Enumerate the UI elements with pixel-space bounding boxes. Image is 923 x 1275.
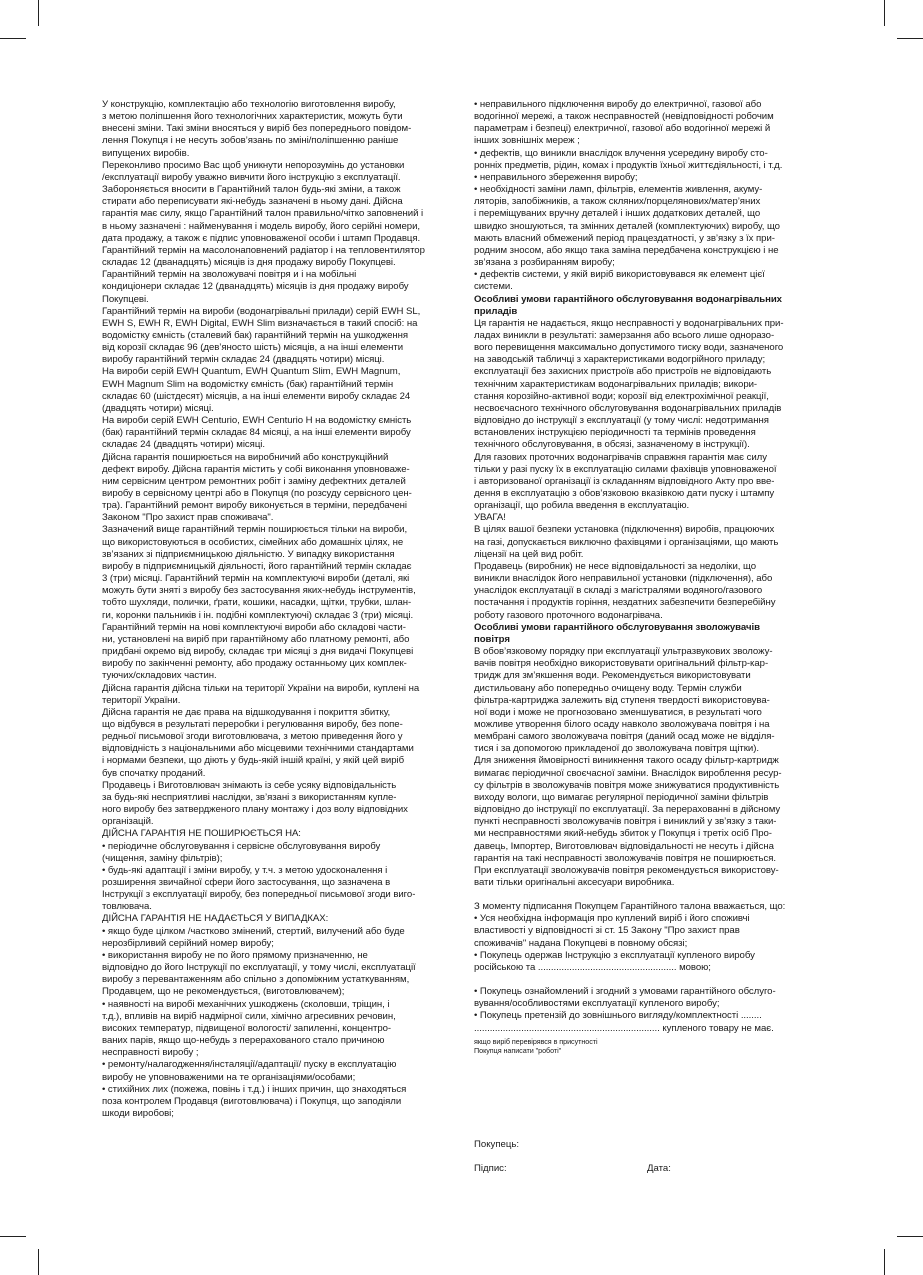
paragraph: • періодичне обслуговування і сервісне обслуговування виробу (чищення, заміну фільтрів); <box>102 840 381 864</box>
crop-mark <box>884 0 885 26</box>
paragraph: На вироби серій EWH Quantum, EWH Quantum Slim, EWH Magnum, EWH Magnum Slim на водомістку ємність (бак) гарантійний термін складає 60 (шістдесят) місяців, а на інші елементи виробу складає 24 (двадцять чотири) місяці. <box>102 366 411 414</box>
paragraph: • стихійних лих (пожежа, повінь і т.д.) і інших причин, що знаходяться поза контролем Продавця (виготовлювача) і Покупця, що заподіяли шкоди виробові; <box>102 1083 407 1119</box>
paragraph: Гарантійний термін на нові комплектуючі вироби або складові части- ни, установлені на виріб при гарантійному або платному ремонті, або придбані окремо від виробу, складає три місяці з дня видачі Покупцеві виробу по закінченні ремонту, або продажу останньому цих комплек- туючих/складових частин. <box>102 621 414 682</box>
paragraph: • неправильного збереження виробу; <box>474 171 638 183</box>
paragraph: • Покупець ознайомлений і згодний з умовами гарантійного обслуго- вування/особливостями експлуатації купленого виробу; <box>474 986 776 1010</box>
buyer-label: Покупець: <box>474 1139 520 1150</box>
paragraph: Для газових проточних водонагрівачів справжня гарантія має силу тільки у разі пуску їх в експлуатацію силами фахівців уповноваженої і авторизованої організації із складанням відповідного Акту про вве- дення в експлуатацію з обов’язковою вказівкою дати пуску і штампу організації, що робила введення в експлуатацію. <box>474 451 777 512</box>
paragraph: • неправильного підключення виробу до електричної, газової або водогінної мережі, а також несправностей (невідповідності робочим параметрам і безпеці) електричної, газової або водогінної мережі й інших зовнішніх мереж ; <box>474 99 774 147</box>
paragraph: • будь-які адаптації і зміни виробу, у т.ч. з метою удосконалення і розширення звичайної сфери його застосування, що зазначена в Інструкції з експлуатації виробу, без попередньої письмової згоди виго- товлювача. <box>102 864 416 913</box>
paragraph: Ця гарантія не надається, якщо несправності у водонагрівальних при- ладах виникли в результаті: замерзання або всього лише одноразо- вого перевищення максимально допустимого тиску води, зазначеного на заводській табличці з характеристиками водогрійного приладу; експлуатації без захисних пристроїв або пристроїв не відповідають технічним характеристикам водонагрівальних приладів; викори- стання корозійно-активної води; корозії від електрохімічної реакції, несвоєчасного технічного обслуговування водонагрівальних приладів відповідно до інструкції з експлуатації (у тому числі: недотримання встановлених інструкцією періодичності та термінів проведення технічного обслуговування, в обсязі, зазначеному в інструкції). <box>474 317 784 451</box>
paragraph: • Покупець одержав Інструкцію з експлуатації купленого виробу російською та ..................................................... мовою; <box>474 949 755 973</box>
footnote: якщо виріб перевірявся в присутності Покупця написати "роботі" <box>474 1036 598 1055</box>
paragraph: • якщо буде цілком /частково змінений, стертий, вилучений або буде нерозбірливий серійний номер виробу; <box>102 925 405 949</box>
paragraph: При експлуатації зволожувачів повітря рекомендується використову- вати тільки оригінальні аксесуари виробника. <box>474 864 779 888</box>
paragraph: Гарантійний термін на вироби (водонагрівальні прилади) серій EWH SL, EWH S, EWH R, EWH Digital, EWH Slim визначається в такий спосіб: на водомістку ємність (сталевий бак) гарантійний термін на ушкодження від корозії складає 96 (дев’яносто шість) місяців, а на інші елементи виробу гарантійний термін складає 24 (двадцять чотири) місяці. <box>102 305 421 366</box>
paragraph: Продавець (виробник) не несе відповідальності за недоліки, що виникли внаслідок його неправильної установки (підключення), або унаслідок експлуатації в складі з магістралями водяного/газового постачання і продуктів горіння, нездатних забезпечити безперебійну роботу газового проточного водонагрівача. <box>474 560 776 621</box>
crop-mark <box>897 38 923 39</box>
paragraph: • дефектів системи, у якій виріб використовувався як елемент цієї системи. <box>474 269 765 293</box>
paragraph: Дійсна гарантія дійсна тільки на території України на вироби, куплені на території України. <box>102 682 420 706</box>
date-label: Дата: <box>647 1163 671 1174</box>
paragraph: • дефектів, що виникли внаслідок влучення усередину виробу сто- ронніх предметів, рідин, комах і продуктів їхньої життєдіяльності, і т.д. <box>474 147 783 171</box>
section-heading: Особливі умови гарантійного обслуговування зволожувачів повітря <box>474 621 760 645</box>
paragraph: Дійсна гарантія не дає права на відшкодування і покриття збитку, що відбувся в результаті переробки і регулювання виробу, без попе- редньої письмової згоди виготовлювача, з метою приведення його у відповідність з національними або місцевими технічними стандартами і нормами безпеки, що діють у будь-якій іншій країні, у якій цей виріб був спочатку проданий. <box>102 706 414 779</box>
paragraph: Переконливо просимо Вас щоб уникнути непорозумінь до установки /експлуатації виробу уважно вивчити його інструкцію з експлуатації. Забороняється вносити в Гарантійний талон будь-які зміни, а також стирати або переписувати які-небудь зазначені в ньому дані. Дійсна гарантія має силу, якщо Гарантійний талон правильно/чітко заповнений і в ньому зазначені : найменування і модель виробу, його серійні номери, дата продажу, а також є підпис уповноваженої особи і штамп Продавця. <box>102 159 424 244</box>
paragraph: ДІЙСНА ГАРАНТІЯ НЕ НАДАЄТЬСЯ У ВИПАДКАХ: <box>102 913 329 925</box>
paragraph: ДІЙСНА ГАРАНТІЯ НЕ ПОШИРЮЄТЬСЯ НА: <box>102 828 301 840</box>
paragraph: На вироби серій EWH Centurio, EWH Centurio H на водомістку ємність (бак) гарантійний термін складає 84 місяці, а на інші елементи виробу складає 24 (двадцять чотири) місяці. <box>102 415 412 451</box>
section-heading: Особливі умови гарантійного обслуговування водонагрівальних приладів <box>474 293 782 317</box>
crop-mark <box>38 1249 39 1275</box>
paragraph: УВАГА! <box>474 512 506 524</box>
paragraph: Дійсна гарантія поширюється на виробничий або конструкційний дефект виробу. Дійсна гарантія містить у собі виконання уповноваже- ним сервісним центром ремонтних робіт і заміну дефектних деталей виробу в сервісному центрі або в Покупця (по розсуду сервісного цен- тра). Гарантійний ремонт виробу виконується в терміни, передбачені Законом "Про захист прав споживача". <box>102 451 412 524</box>
paragraph: У конструкцію, комплектацію або технологію виготовлення виробу, з метою поліпшення його технологічних характеристик, можуть бути внесені зміни. Такі зміни вносяться у виріб без попереднього повідом- лення Покупця і не несуть зобов’язань по зміні/поліпшенню раніше випущених виробів. <box>102 99 412 159</box>
paragraph: В цілях вашої безпеки установка (підключення) виробів, працюючих на газі, допускається виключно фахівцями і організаціями, що мають ліцензії на цей вид робіт. <box>474 524 779 560</box>
paragraph: • Уся необхідна інформація про куплений виріб і його споживчі властивості у відповідності зі ст. 15 Закону "Про захист прав споживачів" надана Покупцеві в повному обсязі; <box>474 913 750 949</box>
paragraph: В обов’язковому порядку при експлуатації ультразвукових зволожу- вачів повітря необхідно використовувати оригінальний фільтр-кар- тридж для зм’якшення води. Рекомендується використовувати дистильовану або попередньо очищену воду. Термін служби фільтра-картриджа залежить від ступеня твердості використовува- ної води і може не прогнозовано зменшуватися, в результаті чого можливе утворення білого осаду навколо зволожувача повітря і на мембрані самого зволожувача повітря (даний осад може не відділя- тися і за допомогою прикладеної до зволожувача повітря щітки). <box>474 646 775 755</box>
spacer <box>474 974 826 986</box>
crop-mark <box>897 1236 923 1237</box>
paragraph: • використання виробу не по його прямому призначенню, не відповідно до його Інструкції по експлуатації, у тому числі, експлуатації виробу з перевантаженням або спільно з допоміжним устаткуванням, Продавцем, що не рекомендується, (виготовлювачем); <box>102 949 416 998</box>
signature-label: Підпис: <box>474 1163 507 1174</box>
crop-mark <box>0 38 26 39</box>
spacer <box>474 889 826 901</box>
paragraph: • ремонту/налагодження/інсталяції/адаптації/ пуску в експлуатацію виробу не уповноваженими на те організаціями/особами; <box>102 1059 397 1083</box>
paragraph: Гарантійний термін на масолонаповнений радіатор і на тепловентилятор складає 12 (дванадцять) місяців із дня продажу виробу Покупцеві. <box>102 244 425 269</box>
paragraph: • наявності на виробі механічних ушкоджень (сколовши, тріщин, і т.д.), впливів на виріб надмірної сили, хімічно агресивних речовин, високих температур, підвищеної вологості/ запиленні, концентро- ваних парів, якщо що-небудь з перерахованого стало причиною несправності виробу ; <box>102 998 396 1059</box>
crop-mark <box>38 0 39 26</box>
crop-mark <box>0 1236 26 1237</box>
crop-mark <box>884 1249 885 1275</box>
paragraph: Для зниження ймовірності виникнення такого осаду фільтр-картридж вимагає періодичної своєчасної заміни. Внаслідок вироблення ресур- су фільтрів в зволожувачів повітря може знижуватися продуктивність виходу вологи, що вимагає регулярної періодичної заміни фільтрів відповідно до інструкції по експлуатації. За перерахованні в дійсному пункті несправності зволожувачів повітря і виниклий у зв’язку з таки- ми несправностями який-небудь збиток у Покупця і третіх осіб Про- давець, Імпортер, Виготовлювач відповідальності не несуть і дійсна гарантія на такі несправності зволожувачів повітря не поширюється. <box>474 755 782 864</box>
paragraph: Продавець і Виготовлювач знімають із себе усяку відповідальність за будь-які несприятливі наслідки, зв’язані з використанням купле- ного виробу без затвердженого плану монтажу і доз волу відповідних організацій. <box>102 779 408 828</box>
left-column <box>102 99 447 1120</box>
paragraph: З моменту підписання Покупцем Гарантійного талона вважається, що: <box>474 901 786 913</box>
paragraph: • Покупець претензій до зовнішнього вигляду/комплектності ........ ....................................................................... купленого товару не має. <box>474 1010 774 1034</box>
paragraph: Гарантійний термін на зволожувачі повітря и і на мобільні кондиціонери складає 12 (дванадцять) місяців із дня продажу виробу Покупцеві. <box>102 269 409 305</box>
right-column <box>474 99 826 1055</box>
paragraph: Зазначений вище гарантійний термін поширюється тільки на вироби, що використовуються в особистих, сімейних або домашніх цілях, не зв’язаних зі підприємницькою діяльністю. У випадку використання виробу в підприємницькій діяльності, його гарантійний термін складає 3 (три) місяці. Гарантійний термін на комплектуючі вироби (деталі, які можуть бути зняті з виробу без застосування яких-небудь інструментів, тобто шухляди, полички, ґрати, кошики, насадки, щітки, трубки, шлан- ги, коронки пальників і ін. подібні комплектуючі) складає 3 (три) місяці. <box>102 524 416 621</box>
paragraph: • необхідності заміни ламп, фільтрів, елементів живлення, акуму- ляторів, запобіжників, а також скляних/порцелянових/матер’яних і переміщуваних вручну деталей і інших додаткових деталей, що швидко зношуються, та змінних деталей (комплектуючих) виробу, що мають власний обмежений період працездатності, у зв’язку з їх при- родним зносом, або якщо така заміна передбачена конструкцією і не зв’язана з розбиранням виробу; <box>474 184 780 269</box>
